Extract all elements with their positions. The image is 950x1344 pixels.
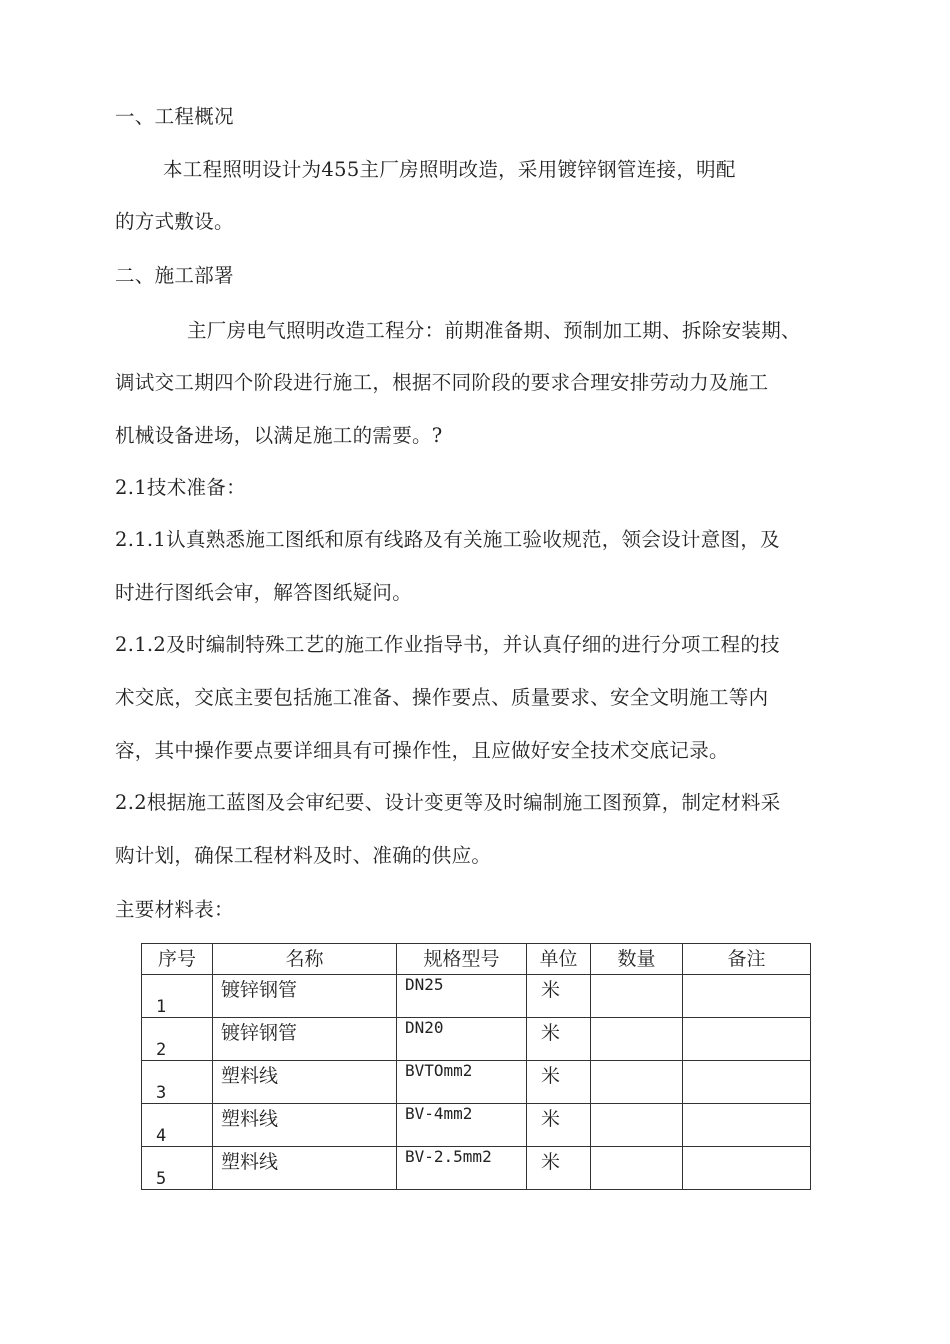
cell-name: 塑料线 (213, 1104, 397, 1147)
deployment-paragraph-line-3: 机械设备进场，以满足施工的需要。? (115, 424, 443, 447)
cell-unit: 米 (527, 975, 591, 1018)
cell-note (683, 975, 811, 1018)
cell-seq (142, 1018, 213, 1061)
seq-value: 1 (156, 997, 167, 1017)
materials-heading: 主要材料表： (115, 898, 234, 921)
cell-seq (142, 1147, 213, 1190)
cell-qty (591, 1147, 683, 1190)
table-row (142, 1018, 811, 1061)
seq-value: 4 (156, 1126, 167, 1146)
cell-spec: BV-2.5mm2 (397, 1147, 527, 1190)
cell-unit: 米 (527, 1147, 591, 1190)
cell-unit: 米 (527, 1104, 591, 1147)
deployment-paragraph-line-1: 主厂房电气照明改造工程分：前期准备期、预制加工期、拆除安装期、 (187, 319, 801, 342)
cell-name: 镀锌钢管 (213, 975, 397, 1018)
seq-value: 2 (156, 1040, 167, 1060)
header-qty: 数量 (591, 944, 683, 975)
cell-seq (142, 1061, 213, 1104)
header-unit: 单位 (527, 944, 591, 975)
deployment-paragraph-line-2: 调试交工期四个阶段进行施工，根据不同阶段的要求合理安排劳动力及施工 (115, 371, 769, 394)
item-2-2-line-1: 2.2根据施工蓝图及会审纪要、设计变更等及时编制施工图预算，制定材料采 (115, 791, 781, 814)
table-row (142, 1147, 811, 1190)
materials-table (141, 943, 811, 1190)
header-seq: 序号 (142, 944, 213, 975)
cell-qty (591, 1061, 683, 1104)
cell-seq (142, 1104, 213, 1147)
cell-name: 镀锌钢管 (213, 1018, 397, 1061)
cell-note (683, 1061, 811, 1104)
cell-qty (591, 1018, 683, 1061)
cell-unit: 米 (527, 1018, 591, 1061)
header-note: 备注 (683, 944, 811, 975)
cell-spec: BVTOmm2 (397, 1061, 527, 1104)
cell-spec: BV-4mm2 (397, 1104, 527, 1147)
cell-unit: 米 (527, 1061, 591, 1104)
cell-name: 塑料线 (213, 1061, 397, 1104)
cell-spec: DN25 (397, 975, 527, 1018)
overview-paragraph-line-1: 本工程照明设计为455主厂房照明改造，采用镀锌钢管连接，明配 (163, 158, 736, 181)
cell-note (683, 1018, 811, 1061)
technical-prep-heading: 2.1技术准备： (115, 476, 246, 499)
table-header-row (142, 944, 811, 975)
cell-qty (591, 1104, 683, 1147)
header-name: 名称 (213, 944, 397, 975)
cell-seq (142, 975, 213, 1018)
table-row (142, 975, 811, 1018)
seq-value: 3 (156, 1083, 167, 1103)
deployment-heading: 二、施工部署 (115, 264, 234, 287)
item-2-1-1-line-2: 时进行图纸会审，解答图纸疑问。 (115, 581, 413, 604)
cell-name: 塑料线 (213, 1147, 397, 1190)
item-2-1-2-line-3: 容，其中操作要点要详细具有可操作性，且应做好安全技术交底记录。 (115, 739, 729, 762)
cell-qty (591, 975, 683, 1018)
cell-note (683, 1147, 811, 1190)
overview-paragraph-line-2: 的方式敷设。 (115, 210, 234, 233)
seq-value: 5 (156, 1169, 167, 1189)
table-row (142, 1061, 811, 1104)
item-2-2-line-2: 购计划，确保工程材料及时、准确的供应。 (115, 844, 492, 867)
item-2-1-1-line-1: 2.1.1认真熟悉施工图纸和原有线路及有关施工验收规范，领会设计意图，及 (115, 528, 780, 551)
cell-note (683, 1104, 811, 1147)
overview-heading: 一、工程概况 (115, 105, 234, 128)
cell-spec: DN20 (397, 1018, 527, 1061)
header-spec: 规格型号 (397, 944, 527, 975)
item-2-1-2-line-1: 2.1.2及时编制特殊工艺的施工作业指导书，并认真仔细的进行分项工程的技 (115, 633, 780, 656)
item-2-1-2-line-2: 术交底，交底主要包括施工准备、操作要点、质量要求、安全文明施工等内 (115, 686, 769, 709)
table-row (142, 1104, 811, 1147)
